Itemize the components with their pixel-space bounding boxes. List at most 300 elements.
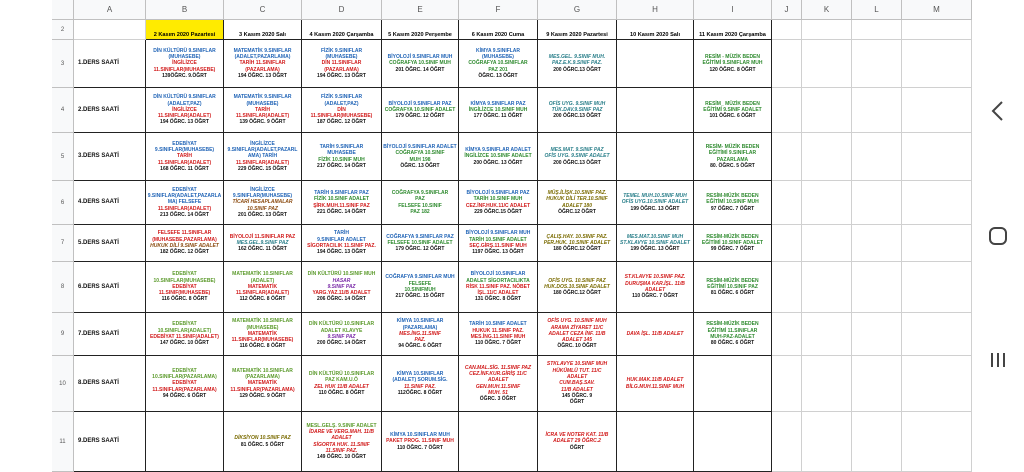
day-header[interactable] xyxy=(694,20,772,40)
cell-text-line: (MUHASEBE) xyxy=(246,324,279,331)
empty-cell[interactable] xyxy=(802,313,852,356)
cell-text-line: BİYOLOJİ 9.SINIFLAR ADALET xyxy=(383,143,457,150)
period-label-text: 5.DERS SAATİ xyxy=(78,239,119,246)
cell-text-line: 9.SINIFLAR ADALET xyxy=(317,236,366,243)
day-label: 4 Kasım 2020 Çarşamba xyxy=(309,31,374,38)
cell-text-line: TARİH 10.SINIF MUH xyxy=(473,196,523,203)
schedule-cell[interactable] xyxy=(538,181,617,225)
cell-text-line: HUKUK DİLİ TER.10.SINIF xyxy=(546,196,608,203)
cell-text-line: 11.SINIFLAR(ADALET) xyxy=(235,290,290,297)
schedule-cell[interactable] xyxy=(538,88,617,133)
cell-text-line: DAVA İŞL. 11/B ADALET xyxy=(626,330,684,337)
schedule-cell[interactable] xyxy=(617,225,694,262)
cell-text-line: SEÇ.GİRŞ.11.SINIF MUH xyxy=(469,243,527,249)
schedule-cell[interactable] xyxy=(694,181,772,225)
cell-text-line: ÖĞRC. 13 ÖĞRT xyxy=(478,72,518,79)
cell-text-line: 199 ÖĞRC. 13 ÖĞRT xyxy=(630,246,680,253)
cell-text-line: (PAZARLAMA) xyxy=(245,374,280,381)
cell-text-line: 221 ÖĞRC. 14 ÖĞRT xyxy=(317,208,366,215)
cell-text-line: MATEMATİK xyxy=(247,283,278,290)
cell-text-line: ZEL HUK 11/B ADALET xyxy=(314,383,369,390)
schedule-cell[interactable] xyxy=(224,412,302,472)
day-header[interactable] xyxy=(459,20,538,40)
cell-text-line: 200 ÖĞRC. 13 ÖĞRT xyxy=(473,159,523,166)
cell-text-line: ŞİRK.MUH.11.SINIF PAZ xyxy=(313,202,370,209)
row-number: 10 xyxy=(52,356,74,412)
empty-cell[interactable] xyxy=(902,356,972,412)
row-number: 4 xyxy=(52,88,74,133)
cell-text-line: 116 ÖĞRC. 8 ÖĞRT xyxy=(239,343,286,350)
day-label: 6 Kasım 2020 Cuma xyxy=(471,31,525,38)
empty-cell[interactable] xyxy=(852,412,902,472)
cell-text-line: 10.SINIF PAZ xyxy=(247,205,278,212)
period-label[interactable] xyxy=(74,88,146,133)
schedule-cell[interactable] xyxy=(617,356,694,412)
cell-text-line: EDEBİYAT xyxy=(172,380,197,387)
cell-text-line: HUKUK 11.SINIF PAZ. xyxy=(472,327,524,334)
spreadsheet-view[interactable] xyxy=(52,0,972,472)
cell-text-line: 9.SINIFLAR(ADALET,PAZARL xyxy=(227,147,298,154)
cell-text-line: 11.SINIFLAR(ADALET) xyxy=(157,159,212,166)
cell-text-line: (ADALET,PAZ) xyxy=(324,100,359,107)
cell-text-line: BİLG.MUH.11.SINIF MUH xyxy=(625,383,685,390)
period-label[interactable] xyxy=(74,313,146,356)
cell-text-line: HUKUK DİLİ 9.SINIF ADALET xyxy=(150,243,219,249)
column-header-F[interactable]: F xyxy=(459,0,538,20)
schedule-cell[interactable] xyxy=(382,133,459,181)
schedule-cell[interactable] xyxy=(224,181,302,225)
back-button[interactable] xyxy=(984,97,1012,125)
cell-text-line: COĞRAFYA 9.SINIFLAR MUH xyxy=(385,274,455,281)
schedule-cell[interactable] xyxy=(146,412,224,472)
cell-text-line: 99 ÖĞRC. 7 ÖĞRT xyxy=(710,246,755,253)
cell-text-line: 9.SINIFLAR(MUHASEBE) xyxy=(154,147,215,154)
row-number: 9 xyxy=(52,313,74,356)
schedule-cell[interactable] xyxy=(302,40,382,88)
day-header[interactable] xyxy=(538,20,617,40)
cell-text-line: 194 ÖĞRC. 13 ÖĞRT xyxy=(317,72,366,79)
column-header-J[interactable]: J xyxy=(772,0,802,20)
cell-text-line: COĞRAFYA 9.SINIFLAR PAZ xyxy=(386,233,454,240)
cell-text-line: (MUHASEBE) xyxy=(325,54,358,61)
empty-cell[interactable] xyxy=(772,133,802,181)
cell-text-line: 162 ÖĞRC. 11 ÖĞRT xyxy=(238,246,287,253)
home-button[interactable] xyxy=(984,222,1012,250)
empty-cell[interactable] xyxy=(852,181,902,225)
schedule-cell[interactable] xyxy=(617,181,694,225)
cell-text-line: (PAZARLAMA) xyxy=(245,66,280,73)
cell-text-line: BİYOLOJİ 11.SINIFLAR PAZ xyxy=(229,233,296,240)
schedule-cell[interactable] xyxy=(459,412,538,472)
schedule-cell[interactable] xyxy=(538,133,617,181)
back-icon xyxy=(990,100,1006,122)
schedule-cell[interactable] xyxy=(459,88,538,133)
cell-text-line: 201 ÖĞRC. 13 ÖĞRT xyxy=(238,211,287,218)
schedule-cell[interactable] xyxy=(694,88,772,133)
cell-text-line: 80 ÖĞRC. 6 ÖĞRT xyxy=(710,340,755,347)
column-header-H[interactable]: H xyxy=(617,0,694,20)
cell-text-line: KİMYA 10.SINIFLAR xyxy=(396,370,444,377)
column-header-K[interactable]: K xyxy=(802,0,852,20)
row-number: 6 xyxy=(52,181,74,225)
schedule-cell[interactable] xyxy=(538,356,617,412)
cell-text-line: MUH 198 xyxy=(409,156,431,163)
empty-cell[interactable] xyxy=(772,40,802,88)
schedule-cell[interactable] xyxy=(146,356,224,412)
schedule-cell[interactable] xyxy=(382,356,459,412)
schedule-cell[interactable] xyxy=(459,313,538,356)
cell-text-line: HASAR xyxy=(332,277,351,284)
cell-text-line: 9.SINIF PAZ xyxy=(327,334,356,340)
cell-text-line: ÖĞRT xyxy=(569,399,585,406)
cell-text-line: İDARE VE VERG.MAH. 11/B xyxy=(309,428,374,435)
cell-text-line: 182 ÖĞRC. 12 ÖĞRT xyxy=(160,249,209,256)
cell-text-line: COĞRAFYA 10.SINIF xyxy=(395,150,445,157)
cell-text-line: ADALET xyxy=(487,377,509,384)
cell-text-line: 11.SINIFLAR(ADALET) xyxy=(235,159,290,166)
cell-text-line: 110 ÖĞRC. 7 ÖĞRT xyxy=(475,340,521,347)
cell-text-line: TARİH 9.SINIFLAR PAZ xyxy=(314,189,369,196)
schedule-cell[interactable] xyxy=(459,40,538,88)
schedule-cell[interactable] xyxy=(302,313,382,356)
schedule-cell[interactable] xyxy=(617,88,694,133)
cell-text-line: HUK.DOS.10.SINIF ADALET xyxy=(544,283,610,290)
cell-text-line: 10.SINIFMUH xyxy=(404,287,436,293)
empty-cell[interactable] xyxy=(772,181,802,225)
cell-text-line: TARİH xyxy=(334,230,349,237)
column-header-M[interactable]: M xyxy=(902,0,972,20)
cell-text-line: OFİS UYG. 9.SINIF ADALET xyxy=(544,153,610,160)
empty-cell[interactable] xyxy=(802,133,852,181)
cell-text-line: MES.İNG.11.SINIF MUH xyxy=(470,334,526,340)
schedule-cell[interactable] xyxy=(694,313,772,356)
cell-text-line: FELSEFE 11.SINIFLAR xyxy=(157,230,212,237)
schedule-cell[interactable] xyxy=(146,225,224,262)
schedule-cell[interactable] xyxy=(302,88,382,133)
cell-text-line: 200 ÖĞRC.13 ÖĞRT xyxy=(553,66,601,73)
schedule-cell[interactable] xyxy=(694,133,772,181)
cell-text-line: TARİH 9.SINIFLAR xyxy=(319,143,364,150)
cell-text-line: CEZ.İNF.KUR.GİRİŞ 11/C xyxy=(469,370,527,377)
column-header-G[interactable]: G xyxy=(538,0,617,20)
cell-text-line: (PAZARLAMA) xyxy=(402,324,438,331)
cell-text-line: PAZ. xyxy=(414,337,426,344)
column-header-B[interactable]: B xyxy=(146,0,224,20)
cell-text-line: TARİH 10.SINIF ADALET xyxy=(469,236,527,243)
empty-cell[interactable] xyxy=(902,412,972,472)
left-status-area xyxy=(0,0,52,472)
schedule-cell[interactable] xyxy=(302,412,382,472)
cell-text-line: PAZ 201 xyxy=(488,66,508,73)
schedule-cell[interactable] xyxy=(617,313,694,356)
period-label[interactable] xyxy=(74,356,146,412)
schedule-cell[interactable] xyxy=(538,412,617,472)
schedule-cell[interactable] xyxy=(459,181,538,225)
cell-text-line: COĞRAFYA 9.SINIFLAR xyxy=(391,189,449,196)
day-header[interactable] xyxy=(224,20,302,40)
schedule-cell[interactable] xyxy=(694,40,772,88)
schedule-cell[interactable] xyxy=(224,356,302,412)
period-label[interactable] xyxy=(74,412,146,472)
cell-text-line: 129 ÖĞRC. 9 ÖĞRT xyxy=(239,392,286,399)
cell-text-line: MES.GEL.9.SINIF PAZ xyxy=(236,239,289,246)
empty-cell[interactable] xyxy=(852,225,902,262)
empty-cell[interactable] xyxy=(772,88,802,133)
cell-text-line: EDEBİYAT xyxy=(172,321,197,328)
schedule-cell[interactable] xyxy=(617,262,694,313)
cell-text-line: 11.SINIFLAR(ADALET) xyxy=(235,113,290,120)
empty-cell[interactable] xyxy=(852,88,902,133)
period-label[interactable] xyxy=(74,133,146,181)
cell-text-line: ADALET KLAVYE xyxy=(320,327,363,334)
column-header-C[interactable]: C xyxy=(224,0,302,20)
empty-cell[interactable] xyxy=(902,40,972,88)
cell-text-line: BİYOLOJİ 9.SINIFLAR PAZ xyxy=(466,189,530,196)
cell-text-line: 194 ÖĞRC. 13 ÖĞRT xyxy=(317,249,366,256)
schedule-cell[interactable] xyxy=(694,225,772,262)
empty-cell[interactable] xyxy=(902,20,972,40)
row-number: 11 xyxy=(52,412,74,472)
schedule-cell[interactable] xyxy=(459,225,538,262)
schedule-cell[interactable] xyxy=(538,262,617,313)
column-header-E[interactable]: E xyxy=(382,0,459,20)
empty-cell[interactable] xyxy=(772,313,802,356)
day-header[interactable] xyxy=(302,20,382,40)
cell-text-line: DİN KÜLTÜRÜ 10.SINIFLAR xyxy=(308,370,375,377)
period-label-text: 2.DERS SAATİ xyxy=(78,106,119,113)
empty-cell[interactable] xyxy=(772,412,802,472)
cell-text-line: 120 ÖĞRC. 8 ÖĞRT xyxy=(709,66,756,73)
cell-text-line: 200 ÖĞRC.13 ÖĞRT xyxy=(553,159,601,166)
empty-cell[interactable] xyxy=(902,262,972,313)
cell-text-line: ARAMA ZİYARET 11/C xyxy=(550,324,604,331)
schedule-cell[interactable] xyxy=(224,40,302,88)
empty-cell[interactable] xyxy=(802,40,852,88)
period-label[interactable] xyxy=(74,40,146,88)
cell-text-line: 110 ÖĞRC. 7 ÖĞRT xyxy=(397,444,443,451)
cell-text-line: RESİM-MÜZİK BEDEN xyxy=(706,321,759,328)
cell-text-line: OFİS UYG.10.SINIF ADALET xyxy=(621,199,689,206)
schedule-cell[interactable] xyxy=(302,262,382,313)
cell-text-line: 11.SINIFLAR(MUHASEBE) xyxy=(153,66,216,73)
schedule-cell[interactable] xyxy=(146,262,224,313)
schedule-cell[interactable] xyxy=(146,88,224,133)
cell-text-line: MES.MAT.10.SINIF MUH xyxy=(626,233,684,240)
schedule-cell[interactable] xyxy=(302,225,382,262)
cell-text-line: FİZİK 9.SINIFLAR xyxy=(320,94,363,101)
empty-cell[interactable] xyxy=(772,262,802,313)
empty-cell[interactable] xyxy=(802,225,852,262)
schedule-cell[interactable] xyxy=(382,225,459,262)
schedule-cell[interactable] xyxy=(224,225,302,262)
schedule-cell[interactable] xyxy=(617,133,694,181)
empty-cell[interactable] xyxy=(902,225,972,262)
empty-cell[interactable] xyxy=(772,356,802,412)
empty-cell[interactable] xyxy=(802,20,852,40)
cell-text-line: DİN KÜLTÜRÜ 9.SINIFLAR xyxy=(153,94,216,101)
schedule-cell[interactable] xyxy=(224,313,302,356)
empty-cell[interactable] xyxy=(852,133,902,181)
empty-cell[interactable] xyxy=(902,181,972,225)
cell-text-line: (ADALET,PAZ) xyxy=(167,100,202,107)
schedule-cell[interactable] xyxy=(617,412,694,472)
day-header[interactable] xyxy=(382,20,459,40)
schedule-cell[interactable] xyxy=(459,356,538,412)
cell-text-line: 110 ÖĞRC. 8 ÖĞRT xyxy=(318,389,365,396)
empty-cell[interactable] xyxy=(772,20,802,40)
schedule-cell[interactable] xyxy=(538,313,617,356)
system-navigation-bar xyxy=(972,0,1024,472)
schedule-cell[interactable] xyxy=(382,412,459,472)
column-header-A[interactable]: A xyxy=(74,0,146,20)
row-number: 2 xyxy=(52,20,74,40)
schedule-cell[interactable] xyxy=(459,133,538,181)
cell-text-line: RESİM-MÜZİK BEDEN xyxy=(706,277,759,284)
schedule-cell[interactable] xyxy=(224,262,302,313)
cell-text-line: DİN KÜLTÜRÜ 9.SINIFLAR xyxy=(153,47,216,54)
schedule-cell[interactable] xyxy=(382,262,459,313)
day-label: 3 Kasım 2020 Salı xyxy=(239,31,286,38)
day-label: 11 Kasım 2020 Çarşamba xyxy=(699,31,766,38)
cell-text-line: COĞRAFYA 10.SINIF ADALET xyxy=(384,106,456,113)
cell-text-line: 81 ÖĞRC. 6 ÖĞRT xyxy=(710,290,755,297)
cell-text-line: DİN KÜLTÜRÜ 10.SINIF MUH xyxy=(307,271,376,278)
schedule-cell[interactable] xyxy=(617,40,694,88)
cell-text-line: 94 ÖĞRC. 6 ÖĞRT xyxy=(398,343,442,350)
cell-text-line: MUH. 51 xyxy=(488,389,508,396)
cell-text-line: 229 ÖĞRC. 15 ÖĞRT xyxy=(238,165,287,172)
schedule-cell[interactable] xyxy=(538,225,617,262)
cell-text-line: EDEBİYAT xyxy=(172,186,197,193)
schedule-cell[interactable] xyxy=(382,313,459,356)
cell-text-line: İNGİLİZCE xyxy=(172,60,197,67)
empty-cell[interactable] xyxy=(802,181,852,225)
cell-text-line: 131 ÖĞRC. 8 ÖĞRT xyxy=(474,296,522,303)
schedule-cell[interactable] xyxy=(224,133,302,181)
recents-icon xyxy=(988,350,1008,370)
column-header-D[interactable]: D xyxy=(302,0,382,20)
empty-cell[interactable] xyxy=(852,20,902,40)
schedule-cell[interactable] xyxy=(302,356,382,412)
schedule-cell[interactable] xyxy=(459,262,538,313)
schedule-cell[interactable] xyxy=(146,313,224,356)
cell-text-line: BİYOLOJİ 10.SINIFLAR xyxy=(470,271,526,278)
cell-text-line: BİYOLOJİ 9.SINIFLAR MUH xyxy=(465,230,531,237)
cell-text-line: BİYOLOJİ 9.SINIFLAR PAZ xyxy=(388,100,452,107)
cell-text-line: ÇALIŞ.HAY. 10.SINIF PAZ. xyxy=(546,233,608,240)
empty-cell[interactable] xyxy=(802,356,852,412)
schedule-cell[interactable] xyxy=(382,88,459,133)
schedule-cell[interactable] xyxy=(382,181,459,225)
cell-text-line: RESİM- MÜZİK BEDEN xyxy=(705,143,760,150)
cell-text-line: ADALET SİGORTACILIKTA xyxy=(466,277,530,284)
column-header-I[interactable]: I xyxy=(694,0,772,20)
empty-cell[interactable] xyxy=(74,20,146,40)
day-header[interactable] xyxy=(146,20,224,40)
empty-cell[interactable] xyxy=(802,412,852,472)
cell-text-line: 11.SINIFLAR(MUHASEBE) xyxy=(310,113,373,120)
empty-cell[interactable] xyxy=(902,88,972,133)
cell-text-line: EĞİTİMİ 10.SINIF ADALET xyxy=(701,239,764,246)
empty-cell[interactable] xyxy=(902,313,972,356)
period-label[interactable] xyxy=(74,225,146,262)
cell-text-line: İCRA VE NOTER KAT. 11/B xyxy=(545,432,609,439)
cell-text-line: 200 ÖĞRC. 14 ÖĞRT xyxy=(317,340,366,347)
cell-text-line: TARİH 11.SINIFLAR xyxy=(239,60,286,67)
period-label[interactable] xyxy=(74,262,146,313)
empty-cell[interactable] xyxy=(772,225,802,262)
cell-text-line: RESİM - MÜZİK BEDEN xyxy=(705,54,760,61)
cell-text-line: (ADALET) SORUM.SİG. xyxy=(392,377,448,384)
cell-text-line: EĞİTİMİ 9.SINIFLAR xyxy=(708,150,757,157)
cell-text-line: 201 ÖĞRC. 14 ÖĞRT xyxy=(395,66,445,73)
empty-cell[interactable] xyxy=(802,88,852,133)
cell-text-line: MATEMATİK xyxy=(247,330,278,337)
cell-text-line: PER.HUK. 10.SINIF ADALET xyxy=(543,239,611,246)
cell-text-line: ÖĞRC.12 ÖĞRT xyxy=(558,208,596,215)
schedule-cell[interactable] xyxy=(302,133,382,181)
cell-text-line: 112 ÖĞRC. 8 ÖĞRT xyxy=(239,296,286,303)
schedule-cell[interactable] xyxy=(224,88,302,133)
day-header[interactable] xyxy=(617,20,694,40)
cell-text-line: 11/B ADALET xyxy=(561,386,593,393)
schedule-cell[interactable] xyxy=(382,40,459,88)
recents-button[interactable] xyxy=(984,346,1012,374)
empty-cell[interactable] xyxy=(852,313,902,356)
empty-cell[interactable] xyxy=(852,40,902,88)
schedule-cell[interactable] xyxy=(538,40,617,88)
cell-text-line: MÜŞ.İLİŞK.10.SINIF PAZ. xyxy=(547,189,607,196)
cell-text-line: YARG.YAZ.11/B ADALET xyxy=(312,290,371,297)
cell-text-line: ADALET 145 xyxy=(561,337,592,344)
schedule-cell[interactable] xyxy=(146,181,224,225)
corner-cell[interactable] xyxy=(52,0,74,20)
empty-cell[interactable] xyxy=(852,262,902,313)
column-header-L[interactable]: L xyxy=(852,0,902,20)
cell-text-line: 1197 ÖĞRC. 13 ÖĞRT xyxy=(472,249,524,256)
cell-text-line: ÖĞRC. 3 ÖĞRT xyxy=(479,396,517,403)
cell-text-line: (MUHASEBE) xyxy=(482,54,514,61)
cell-text-line: HUK.MAK.11/B ADALET xyxy=(626,377,684,384)
cell-text-line: 149 ÖĞRC. 10 ÖĞRT xyxy=(317,454,366,461)
empty-cell[interactable] xyxy=(802,262,852,313)
schedule-cell[interactable] xyxy=(694,412,772,472)
schedule-cell[interactable] xyxy=(146,40,224,88)
cell-text-line: İŞL.11/C ADALET xyxy=(477,290,519,297)
cell-text-line: 80. ÖĞRC. 5 ÖĞRT xyxy=(710,162,755,169)
empty-cell[interactable] xyxy=(902,133,972,181)
cell-text-line: 206 ÖĞRC. 14 ÖĞRT xyxy=(317,296,366,303)
cell-text-line: FELSEFE 10.SINIF ADALET xyxy=(387,239,453,246)
schedule-cell[interactable] xyxy=(146,133,224,181)
cell-text-line: 194 ÖĞRC. 13 ÖĞRT xyxy=(160,119,209,126)
period-label[interactable] xyxy=(74,181,146,225)
cell-text-line: 217 ÖĞRC. 15 ÖĞRT xyxy=(395,293,445,300)
cell-text-line: CAN.MAL.SİG. 11.SINIF PAZ xyxy=(464,364,532,371)
cell-text-line: FİZİK 10.SINIF ADALET xyxy=(313,196,370,203)
cell-text-line: GEN.MUH.11.SINIF xyxy=(475,383,521,390)
schedule-cell[interactable] xyxy=(694,262,772,313)
cell-text-line: MUH-PAZ-ADALET xyxy=(710,334,755,340)
cell-text-line: İNGİLİZCE xyxy=(250,186,275,193)
empty-cell[interactable] xyxy=(852,356,902,412)
cell-text-line: ADALET 180 xyxy=(561,202,592,209)
cell-text-line: EĞİTİMİ 9.SINIF ADALET xyxy=(703,106,762,113)
schedule-cell[interactable] xyxy=(302,181,382,225)
cell-text-line: PAZ.E.K.9.SINIF PAZ. xyxy=(551,60,603,67)
cell-text-line: TARİH xyxy=(177,153,192,160)
schedule-cell[interactable] xyxy=(694,356,772,412)
